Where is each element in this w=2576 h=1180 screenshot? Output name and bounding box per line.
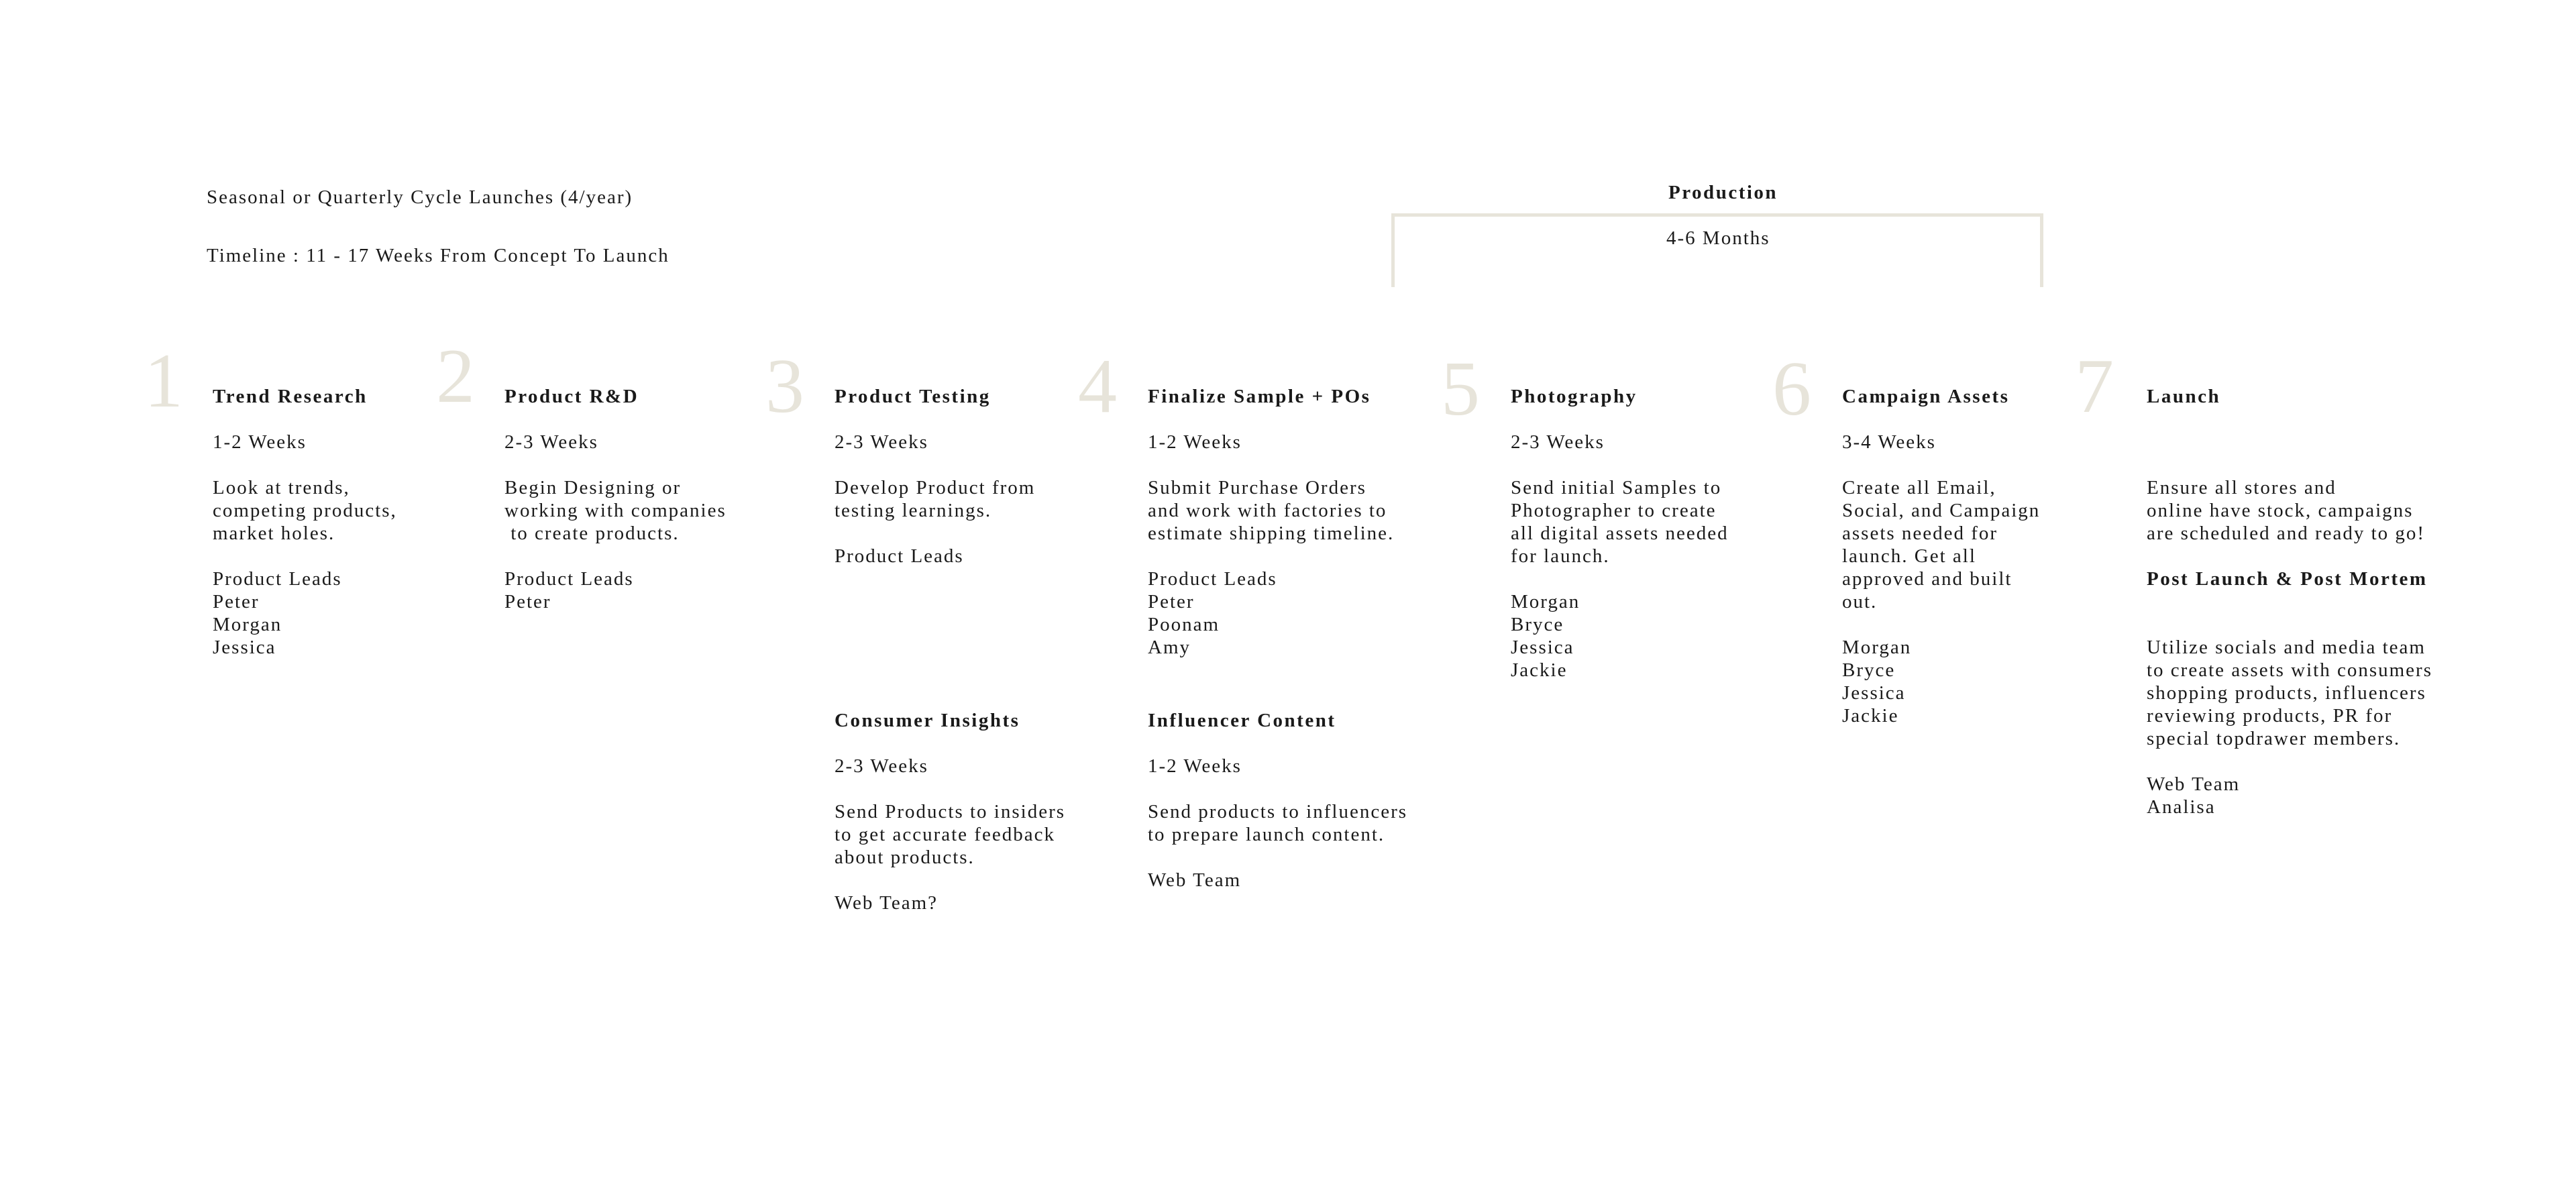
- consumer-insights-block: [835, 709, 1065, 914]
- step-description-line: working with companies: [504, 500, 727, 521]
- sub-step-description-line: Send products to influencers: [1148, 801, 1408, 822]
- post-launch-title: Post Launch & Post Mortem: [2147, 568, 2428, 590]
- step-description-line: Look at trends,: [213, 477, 350, 498]
- post-launch-description-line: reviewing products, PR for: [2147, 705, 2393, 727]
- post-launch-description-line: special topdrawer members.: [2147, 728, 2401, 749]
- post-launch-description-line: shopping products, influencers: [2147, 682, 2426, 704]
- sub-step-duration: 2-3 Weeks: [835, 755, 928, 777]
- post-launch-description-line: to create assets with consumers: [2147, 659, 2433, 681]
- step-number-3: 3: [765, 343, 804, 429]
- production-title: Production: [1668, 182, 1778, 203]
- sub-step-description-line: Send Products to insiders: [835, 801, 1066, 822]
- team-member: Web Team: [1148, 869, 1242, 891]
- step-description-line: approved and built: [1842, 568, 2012, 590]
- step-title: Photography: [1511, 386, 1638, 407]
- sub-step-duration: 1-2 Weeks: [1148, 755, 1242, 777]
- step-title: Trend Research: [213, 386, 368, 407]
- step-description-line: and work with factories to: [1148, 500, 1387, 521]
- team-member: Peter: [504, 591, 551, 612]
- team-member: Jessica: [213, 637, 276, 658]
- step-6-block: [1842, 385, 2040, 727]
- step-description-line: Begin Designing or: [504, 477, 682, 498]
- team-member: Jackie: [1842, 705, 1899, 727]
- step-duration: 2-3 Weeks: [504, 431, 598, 453]
- step-duration: 1-2 Weeks: [213, 431, 307, 453]
- step-duration: 1-2 Weeks: [1148, 431, 1242, 453]
- team-member: Product Leads: [835, 545, 964, 567]
- team-member: Analisa: [2147, 796, 2216, 818]
- step-1-block: [213, 385, 397, 659]
- production-bracket: [1391, 213, 2043, 287]
- step-number-1: 1: [144, 338, 183, 424]
- step-title: Finalize Sample + POs: [1148, 386, 1371, 407]
- team-member: Product Leads: [504, 568, 634, 590]
- cycle-text: Seasonal or Quarterly Cycle Launches (4/year): [207, 186, 633, 208]
- step-description-line: launch. Get all: [1842, 545, 1976, 567]
- step-7-block: [2147, 385, 2432, 818]
- team-member: Morgan: [213, 614, 282, 635]
- team-member: Web Team?: [835, 892, 938, 914]
- step-description-line: market holes.: [213, 523, 335, 544]
- post-launch-description-line: Utilize socials and media team: [2147, 637, 2426, 658]
- team-member: Product Leads: [1148, 568, 1277, 590]
- step-title: Launch: [2147, 386, 2221, 407]
- sub-step-title: Consumer Insights: [835, 710, 1020, 731]
- step-description-line: all digital assets needed: [1511, 523, 1729, 544]
- step-number-5: 5: [1441, 346, 1480, 432]
- step-4-block: [1148, 385, 1394, 659]
- step-number-4: 4: [1078, 343, 1117, 429]
- step-description-line: are scheduled and ready to go!: [2147, 523, 2426, 544]
- step-duration: 2-3 Weeks: [1511, 431, 1605, 453]
- step-description-line: out.: [1842, 591, 1878, 612]
- step-description-line: Ensure all stores and: [2147, 477, 2337, 498]
- step-description-line: estimate shipping timeline.: [1148, 523, 1395, 544]
- step-description-line: Photographer to create: [1511, 500, 1717, 521]
- team-member: Amy: [1148, 637, 1191, 658]
- team-member: Morgan: [1511, 591, 1580, 612]
- step-description-line: assets needed for: [1842, 523, 1998, 544]
- step-description-line: Send initial Samples to: [1511, 477, 1722, 498]
- production-duration: 4-6 Months: [1666, 227, 1770, 249]
- team-member: Peter: [1148, 591, 1195, 612]
- team-member: Morgan: [1842, 637, 1912, 658]
- step-number-7: 7: [2075, 343, 2114, 429]
- team-member: Jackie: [1511, 659, 1568, 681]
- sub-step-title: Influencer Content: [1148, 710, 1336, 731]
- step-duration: 2-3 Weeks: [835, 431, 928, 453]
- team-member: Bryce: [1511, 614, 1564, 635]
- timeline-text: Timeline : 11 - 17 Weeks From Concept To Launch: [207, 245, 669, 266]
- step-title: Campaign Assets: [1842, 386, 2010, 407]
- sub-step-description-line: to get accurate feedback: [835, 824, 1055, 845]
- step-description-line: to create products.: [504, 523, 680, 544]
- step-2-block: [504, 385, 727, 613]
- step-title: Product Testing: [835, 386, 991, 407]
- step-description-line: Social, and Campaign: [1842, 500, 2041, 521]
- sub-step-description-line: about products.: [835, 847, 975, 868]
- step-title: Product R&D: [504, 386, 639, 407]
- team-member: Web Team: [2147, 773, 2241, 795]
- step-number-2: 2: [436, 333, 475, 419]
- step-description-line: testing learnings.: [835, 500, 992, 521]
- step-duration: 3-4 Weeks: [1842, 431, 1936, 453]
- step-description-line: Submit Purchase Orders: [1148, 477, 1366, 498]
- step-description-line: Develop Product from: [835, 477, 1036, 498]
- team-member: Bryce: [1842, 659, 1896, 681]
- team-member: Peter: [213, 591, 260, 612]
- step-3-block: [835, 385, 1035, 568]
- step-number-6: 6: [1772, 346, 1811, 432]
- step-5-block: [1511, 385, 1729, 682]
- team-member: Jessica: [1842, 682, 1906, 704]
- step-description-line: competing products,: [213, 500, 397, 521]
- sub-step-description-line: to prepare launch content.: [1148, 824, 1385, 845]
- team-member: Poonam: [1148, 614, 1220, 635]
- step-description-line: online have stock, campaigns: [2147, 500, 2414, 521]
- influencer-content-block: [1148, 709, 1407, 892]
- team-member: Product Leads: [213, 568, 342, 590]
- step-description-line: Create all Email,: [1842, 477, 1996, 498]
- team-member: Jessica: [1511, 637, 1574, 658]
- step-description-line: for launch.: [1511, 545, 1610, 567]
